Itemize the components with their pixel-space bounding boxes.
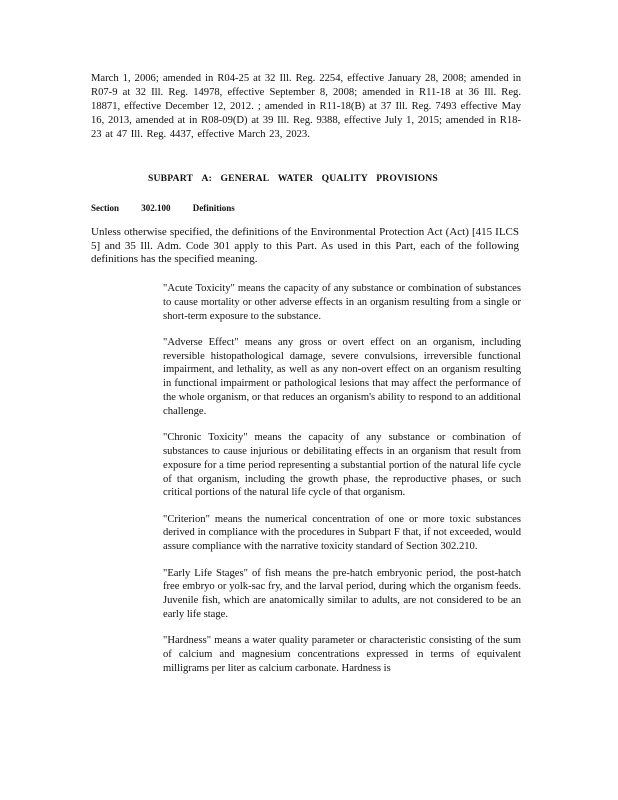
section-title: Definitions: [192, 203, 235, 213]
source-history-note: March 1, 2006; amended in R04-25 at 32 Ill. Reg. 2254, effective January 28, 2008; amended in R07-9 at 32 Ill. Reg. 14978, effective September 8, 2008; amended in R11-18 at 36 Ill. Reg. 18871, effective December 12, 2012. ; amended in R11-18(B) at 37 Ill. Reg. 7493 effective May 16, 2013, amended at in R08-09(D) at 39 Ill. Reg. 9388, effective July 1, 2015; amended in R18-23 at 47 Ill. Reg. 4437, effective March 23, 2023.: [91, 73, 521, 140]
subpart-word: SUBPART: [148, 173, 194, 184]
definition-criterion: "Criterion" means the numerical concentration of one or more toxic substances derived in compliance with the procedures in Subpart F that, if not exceeded, would assure compliance with the narrative toxicity standard of Section 302.210.: [163, 513, 521, 553]
definition-chronic-toxicity: "Chronic Toxicity" means the capacity of any substance or combination of substances to cause injurious or debilitating effects in an organism that result from exposure for a time period representing a substantial portion of the natural life cycle of that organism, including the growth phase, the reproductive phases, or such critical portions of the natural life cycle of that organism.: [163, 432, 521, 499]
section-label: Section: [91, 203, 119, 213]
definition-adverse-effect: "Adverse Effect" means any gross or overt effect on an organism, including reversible histopathological damage, severe convulsions, irreversible functional impairment, and lethality, as well as any non-overt effect on an organism resulting in functional impairment or pathological lesions that may affect the performance of the whole organism, or that reduces an organism's ability to respond to an additional challenge.: [163, 336, 521, 417]
definitions-list: [163, 282, 521, 688]
subpart-heading: [148, 172, 438, 186]
subpart-word: WATER: [277, 173, 314, 184]
subpart-word: QUALITY: [321, 173, 368, 184]
definition-hardness: "Hardness" means a water quality parameter or characteristic consisting of the sum of calcium and magnesium concentrations expressed in terms of equivalent milligrams per liter as calcium carbonate. Hardness is: [163, 635, 521, 674]
subpart-word: A:: [201, 173, 213, 184]
subpart-word: GENERAL: [220, 173, 270, 184]
subpart-word: PROVISIONS: [376, 173, 438, 184]
definition-early-life-stages: "Early Life Stages" of fish means the pre-hatch embryonic period, the post-hatch free embryo or yolk-sac fry, and the larval period, during which the organism feeds. Juvenile fish, which are anatomically similar to adults, are not considered to be an early life stage.: [163, 567, 521, 620]
intro-paragraph: Unless otherwise specified, the definitions of the Environmental Protection Act (Act) [415 ILCS 5] and 35 Ill. Adm. Code 301 apply to this Part. As used in this Part, each of the following definitions has the specified meaning.: [91, 226, 519, 265]
section-number: 302.100: [141, 203, 171, 213]
definition-acute-toxicity: "Acute Toxicity" means the capacity of any substance or combination of substances to cause mortality or other adverse effects in an organism resulting from a single or short-term exposure to the substance.: [163, 283, 521, 322]
section-heading: [91, 201, 255, 215]
